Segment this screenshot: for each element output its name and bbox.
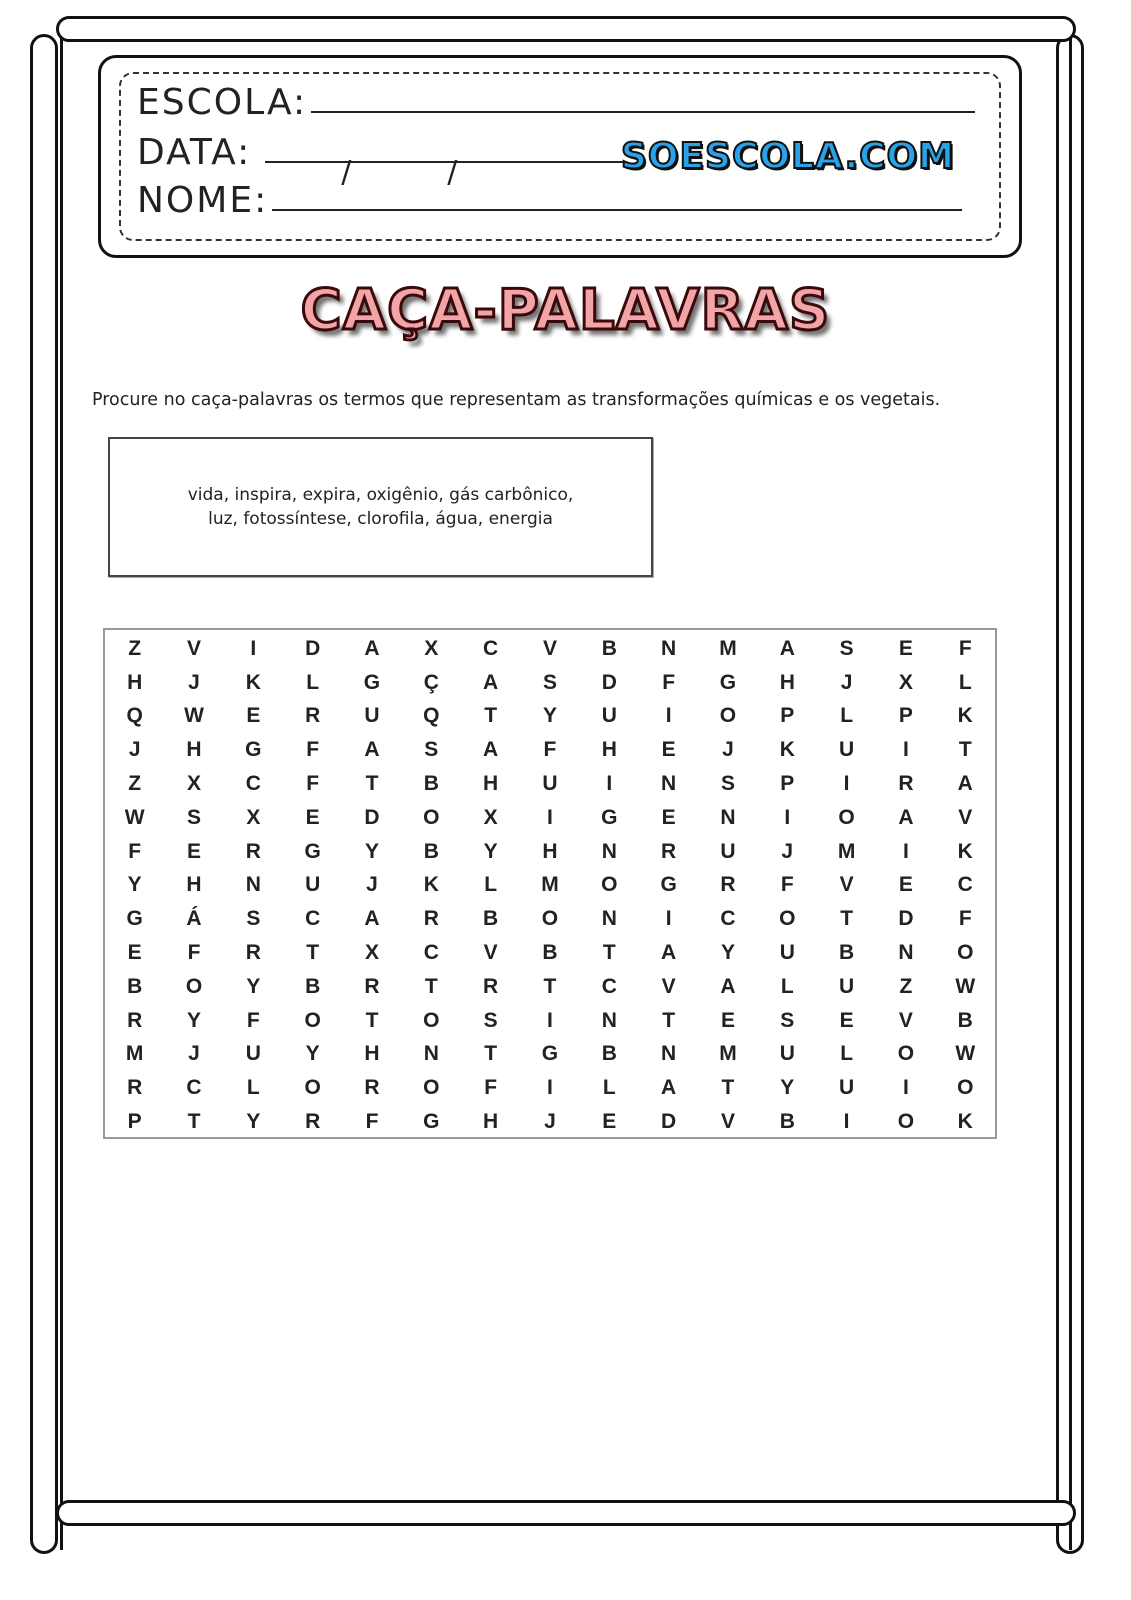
grid-cell[interactable]: E — [127, 941, 142, 965]
grid-cell[interactable]: N — [601, 1008, 617, 1032]
grid-cell[interactable]: D — [601, 670, 617, 694]
grid-cell[interactable]: P — [780, 772, 795, 796]
grid-cell[interactable]: Y — [364, 839, 379, 863]
grid-cell[interactable]: I — [665, 907, 672, 931]
grid-cell[interactable]: H — [779, 670, 795, 694]
escola-line — [137, 82, 975, 123]
grid-cell[interactable]: W — [955, 1042, 976, 1066]
grid-cell[interactable]: U — [542, 772, 558, 796]
grid-cell[interactable]: C — [245, 772, 261, 796]
grid-cell[interactable]: O — [304, 1008, 321, 1032]
grid-cell[interactable]: Y — [186, 1008, 201, 1032]
grid-cell[interactable]: S — [720, 772, 735, 796]
grid-cell[interactable]: F — [662, 670, 676, 694]
grid-cell[interactable]: S — [780, 1008, 795, 1032]
grid-cell[interactable]: A — [364, 907, 380, 931]
grid-cell[interactable]: V — [720, 1110, 735, 1134]
grid-cell[interactable]: C — [483, 636, 499, 660]
grid-cell[interactable]: E — [602, 1110, 617, 1134]
grid-cell[interactable]: L — [840, 704, 854, 728]
grid-cell[interactable]: G — [126, 907, 143, 931]
grid-cell[interactable]: T — [602, 941, 616, 965]
grid-cell[interactable]: K — [957, 839, 973, 863]
grid-cell[interactable]: U — [839, 974, 855, 998]
grid-cell[interactable]: R — [483, 974, 499, 998]
grid-cell[interactable]: T — [662, 1008, 676, 1032]
data-line — [137, 132, 623, 190]
grid-cell[interactable]: M — [719, 636, 737, 660]
grid-row — [105, 733, 995, 767]
grid-cell[interactable]: O — [185, 974, 203, 998]
grid-cell[interactable]: F — [484, 1076, 498, 1100]
grid-cell[interactable]: C — [957, 873, 973, 897]
word-list-line: luz, fotossíntese, clorofila, água, energia — [208, 509, 553, 529]
grid-cell[interactable]: G — [660, 873, 677, 897]
grid-cell[interactable]: U — [601, 704, 617, 728]
grid-cell[interactable]: F — [365, 1110, 379, 1134]
grid-cell[interactable]: A — [483, 670, 499, 694]
grid-cell[interactable]: O — [719, 704, 737, 728]
grid-cell[interactable]: S — [483, 1008, 498, 1032]
grid-cell[interactable]: X — [186, 772, 201, 796]
grid-cell[interactable]: D — [305, 636, 321, 660]
frame-left-bar — [30, 34, 58, 1554]
grid-row — [105, 869, 995, 903]
grid-cell[interactable]: D — [898, 907, 914, 931]
grid-cell[interactable]: Y — [246, 974, 261, 998]
grid-row — [105, 1004, 995, 1038]
grid-cell[interactable]: L — [840, 1042, 854, 1066]
grid-cell[interactable]: P — [898, 704, 913, 728]
grid-cell[interactable]: H — [364, 1042, 380, 1066]
grid-row — [105, 700, 995, 734]
nome-field[interactable] — [272, 209, 962, 211]
grid-cell[interactable]: U — [305, 873, 321, 897]
grid-cell[interactable]: W — [124, 805, 145, 829]
frame-bottom-bar — [56, 1500, 1076, 1526]
grid-cell[interactable]: J — [722, 738, 734, 762]
grid-cell[interactable]: H — [542, 839, 558, 863]
grid-cell[interactable]: G — [304, 839, 321, 863]
grid-cell[interactable]: A — [364, 738, 380, 762]
grid-cell[interactable]: N — [661, 636, 677, 660]
grid-cell[interactable]: I — [843, 772, 850, 796]
nome-label: NOME: — [137, 180, 269, 221]
grid-cell[interactable]: I — [547, 1076, 553, 1100]
grid-cell[interactable]: G — [541, 1042, 559, 1066]
grid-cell[interactable]: E — [898, 636, 913, 660]
grid-cell[interactable]: Y — [305, 1042, 320, 1066]
grid-cell[interactable]: R — [245, 839, 261, 863]
grid-cell[interactable]: Y — [127, 873, 142, 897]
grid-cell[interactable]: Z — [128, 636, 142, 660]
grid-cell[interactable]: R — [364, 1076, 380, 1100]
grid-cell[interactable]: R — [661, 839, 677, 863]
grid-cell[interactable]: M — [125, 1042, 144, 1066]
grid-cell[interactable]: B — [483, 907, 499, 931]
grid-cell[interactable]: G — [719, 670, 737, 694]
grid-cell[interactable]: Z — [128, 772, 142, 796]
grid-cell[interactable]: L — [246, 1076, 260, 1100]
grid-cell[interactable]: X — [246, 805, 261, 829]
grid-cell[interactable]: T — [721, 1076, 735, 1100]
grid-cell[interactable]: V — [186, 636, 201, 660]
grid-cell[interactable]: N — [423, 1042, 439, 1066]
grid-cell[interactable]: I — [250, 636, 257, 660]
grid-cell[interactable]: V — [839, 873, 854, 897]
grid-cell[interactable]: U — [364, 704, 380, 728]
grid-cell[interactable]: T — [306, 941, 320, 965]
grid-cell[interactable]: R — [423, 907, 439, 931]
grid-row — [105, 936, 995, 970]
grid-cell[interactable]: B — [423, 772, 439, 796]
grid-cell[interactable]: F — [306, 772, 320, 796]
grid-cell[interactable]: J — [781, 839, 794, 863]
grid-cell[interactable]: Á — [186, 907, 202, 931]
grid-cell[interactable]: R — [305, 704, 321, 728]
grid-cell[interactable]: A — [957, 772, 973, 796]
grid-cell[interactable]: C — [601, 974, 617, 998]
grid-cell[interactable]: L — [958, 670, 972, 694]
grid-cell[interactable]: B — [779, 1110, 795, 1134]
grid-cell[interactable]: R — [305, 1110, 321, 1134]
grid-cell[interactable]: P — [127, 1110, 142, 1134]
grid-cell[interactable]: I — [784, 805, 791, 829]
grid-cell[interactable]: E — [305, 805, 320, 829]
grid-cell[interactable]: E — [661, 738, 676, 762]
grid-cell[interactable]: S — [246, 907, 261, 931]
grid-cell[interactable]: A — [661, 941, 677, 965]
grid-cell[interactable]: I — [547, 805, 553, 829]
grid-cell[interactable]: O — [304, 1076, 321, 1100]
grid-cell[interactable]: N — [898, 941, 914, 965]
grid-cell[interactable]: H — [186, 738, 202, 762]
grid-row — [105, 666, 995, 700]
grid-cell[interactable]: H — [186, 873, 202, 897]
grid-cell[interactable]: N — [601, 907, 617, 931]
grid-cell[interactable]: T — [958, 738, 972, 762]
grid-cell[interactable]: F — [543, 738, 557, 762]
grid-cell[interactable]: O — [897, 1110, 915, 1134]
grid-cell[interactable]: T — [543, 974, 557, 998]
grid-cell[interactable]: O — [779, 907, 796, 931]
date-field[interactable] — [265, 155, 623, 190]
grid-cell[interactable]: B — [127, 974, 143, 998]
grid-cell[interactable]: A — [483, 738, 499, 762]
grid-cell[interactable]: E — [898, 873, 913, 897]
grid-cell[interactable]: R — [898, 772, 914, 796]
grid-cell[interactable]: A — [779, 636, 795, 660]
grid-cell[interactable]: O — [957, 1076, 974, 1100]
brand-logo: SOESCOLA.COM — [620, 136, 955, 177]
grid-cell[interactable]: Q — [423, 704, 440, 728]
word-list-line: vida, inspira, expira, oxigênio, gás carbônico, — [187, 485, 574, 505]
grid-cell[interactable]: U — [839, 1076, 855, 1100]
grid-cell[interactable]: S — [186, 805, 201, 829]
grid-cell[interactable]: O — [423, 1008, 440, 1032]
grid-cell[interactable]: G — [601, 805, 618, 829]
grid-cell[interactable]: N — [720, 805, 736, 829]
grid-cell[interactable]: O — [957, 941, 974, 965]
grid-cell[interactable]: J — [544, 1110, 556, 1134]
grid-cell[interactable]: O — [838, 805, 855, 829]
grid-cell[interactable]: A — [661, 1076, 677, 1100]
grid-cell[interactable]: G — [363, 670, 381, 694]
grid-cell[interactable]: K — [957, 1110, 973, 1134]
grid-cell[interactable]: P — [780, 704, 795, 728]
grid-cell[interactable]: T — [365, 772, 379, 796]
grid-cell[interactable]: Y — [542, 704, 557, 728]
grid-cell[interactable]: H — [483, 1110, 499, 1134]
grid-cell[interactable]: O — [897, 1042, 915, 1066]
grid-cell[interactable]: R — [364, 974, 380, 998]
grid-cell[interactable]: J — [366, 873, 378, 897]
grid-cell[interactable]: V — [661, 974, 676, 998]
nome-line — [137, 180, 962, 221]
grid-cell[interactable]: U — [779, 1042, 795, 1066]
grid-cell[interactable]: T — [484, 1042, 498, 1066]
grid-cell[interactable]: T — [365, 1008, 379, 1032]
grid-cell[interactable]: N — [245, 873, 261, 897]
grid-cell[interactable]: S — [424, 738, 439, 762]
grid-cell[interactable]: Y — [720, 941, 735, 965]
grid-cell[interactable]: B — [423, 839, 439, 863]
grid-cell[interactable]: B — [957, 1008, 973, 1032]
grid-cell[interactable]: C — [186, 1076, 202, 1100]
grid-row — [105, 1038, 995, 1072]
grid-cell[interactable]: I — [843, 1110, 850, 1134]
grid-cell[interactable]: Y — [780, 1076, 795, 1100]
grid-cell[interactable]: F — [128, 839, 142, 863]
grid-cell[interactable]: X — [364, 941, 379, 965]
grid-cell[interactable]: Z — [899, 974, 913, 998]
grid-cell[interactable]: U — [720, 839, 736, 863]
page-title: CAÇA-PALAVRAS — [300, 278, 831, 343]
grid-cell[interactable]: B — [601, 636, 617, 660]
grid-cell[interactable]: J — [128, 738, 141, 762]
grid-cell[interactable]: F — [958, 636, 972, 660]
grid-cell[interactable]: J — [188, 670, 200, 694]
grid-cell[interactable]: R — [127, 1076, 143, 1100]
grid-cell[interactable]: I — [606, 772, 613, 796]
grid-cell[interactable]: Y — [483, 839, 498, 863]
grid-cell[interactable]: Ç — [423, 670, 439, 694]
grid-cell[interactable]: N — [601, 839, 617, 863]
grid-cell[interactable]: O — [601, 873, 618, 897]
grid-cell[interactable]: K — [245, 670, 261, 694]
grid-cell[interactable]: U — [245, 1042, 261, 1066]
header-box — [98, 55, 1022, 258]
grid-cell[interactable]: M — [719, 1042, 737, 1066]
grid-cell[interactable]: V — [898, 1008, 913, 1032]
grid-row — [105, 1105, 995, 1139]
grid-cell[interactable]: L — [780, 974, 794, 998]
grid-cell[interactable]: D — [364, 805, 380, 829]
grid-cell[interactable]: J — [188, 1042, 200, 1066]
grid-cell[interactable]: X — [483, 805, 498, 829]
grid-cell[interactable]: H — [483, 772, 499, 796]
grid-cell[interactable]: W — [955, 974, 976, 998]
grid-cell[interactable]: I — [547, 1008, 553, 1032]
grid-cell[interactable]: T — [840, 907, 854, 931]
escola-label: ESCOLA: — [137, 82, 308, 123]
grid-cell[interactable]: C — [305, 907, 321, 931]
grid-cell[interactable]: V — [958, 805, 973, 829]
grid-cell[interactable]: Y — [246, 1110, 261, 1134]
grid-row — [105, 902, 995, 936]
grid-cell[interactable]: K — [957, 704, 973, 728]
grid-cell[interactable]: H — [127, 670, 143, 694]
grid-row — [105, 632, 995, 666]
grid-cell[interactable]: G — [423, 1110, 440, 1134]
grid-cell[interactable]: F — [958, 907, 972, 931]
grid-row — [105, 801, 995, 835]
grid-cell[interactable]: H — [601, 738, 617, 762]
grid-cell[interactable]: O — [423, 1076, 440, 1100]
grid-cell[interactable]: V — [483, 941, 498, 965]
grid-cell[interactable]: B — [601, 1042, 617, 1066]
grid-cell[interactable]: I — [903, 738, 909, 762]
grid-cell[interactable]: U — [779, 941, 795, 965]
grid-cell[interactable]: R — [720, 873, 736, 897]
grid-cell[interactable]: A — [364, 636, 380, 660]
frame-top-bar — [56, 16, 1076, 42]
escola-field[interactable] — [311, 111, 975, 113]
grid-cell[interactable]: B — [839, 941, 855, 965]
grid-cell[interactable]: L — [602, 1076, 616, 1100]
grid-cell[interactable]: K — [423, 873, 439, 897]
grid-cell[interactable]: F — [306, 738, 320, 762]
date-separator: / — [447, 155, 460, 190]
grid-cell[interactable]: I — [903, 1076, 909, 1100]
grid-cell[interactable]: K — [779, 738, 795, 762]
grid-cell[interactable]: I — [665, 704, 672, 728]
grid-cell[interactable]: S — [542, 670, 557, 694]
grid-cell[interactable]: E — [186, 839, 201, 863]
word-list-box — [108, 437, 653, 577]
grid-cell[interactable]: X — [424, 636, 439, 660]
grid-cell[interactable]: A — [898, 805, 914, 829]
grid-cell[interactable]: C — [720, 907, 736, 931]
data-label: DATA: — [137, 132, 252, 173]
grid-cell[interactable]: M — [541, 873, 559, 897]
date-separator: / — [341, 155, 354, 190]
grid-cell[interactable]: D — [661, 1110, 677, 1134]
grid-cell[interactable]: T — [187, 1110, 201, 1134]
grid-cell[interactable]: T — [424, 974, 438, 998]
word-search-grid — [103, 628, 997, 1139]
grid-row — [105, 970, 995, 1004]
grid-cell[interactable]: V — [542, 636, 557, 660]
grid-row — [105, 1071, 995, 1105]
grid-cell[interactable]: W — [184, 704, 204, 728]
grid-cell[interactable]: X — [898, 670, 913, 694]
grid-cell[interactable]: C — [423, 941, 439, 965]
grid-cell[interactable]: A — [720, 974, 736, 998]
grid-cell[interactable]: F — [780, 873, 794, 897]
grid-cell[interactable]: B — [305, 974, 321, 998]
grid-cell[interactable]: L — [306, 670, 320, 694]
grid-cell[interactable]: E — [720, 1008, 735, 1032]
grid-cell[interactable]: F — [187, 941, 201, 965]
grid-cell[interactable]: N — [661, 1042, 677, 1066]
grid-cell[interactable]: R — [245, 941, 261, 965]
grid-cell[interactable]: J — [840, 670, 853, 694]
grid-cell[interactable]: E — [246, 704, 261, 728]
instructions-text: Procure no caça-palavras os termos que representam as transformações químicas e os vegetais. — [92, 390, 941, 410]
grid-cell[interactable]: B — [542, 941, 558, 965]
grid-cell[interactable]: F — [246, 1008, 260, 1032]
grid-cell[interactable]: R — [127, 1008, 143, 1032]
grid-cell[interactable]: E — [839, 1008, 854, 1032]
grid-cell[interactable]: I — [903, 839, 909, 863]
grid-cell[interactable]: N — [661, 772, 677, 796]
grid-cell[interactable]: G — [245, 738, 262, 762]
grid-cell[interactable]: M — [837, 839, 856, 863]
grid-row — [105, 835, 995, 869]
grid-cell[interactable]: S — [839, 636, 854, 660]
grid-cell[interactable]: Q — [126, 704, 143, 728]
grid-cell[interactable]: U — [839, 738, 855, 762]
grid-cell[interactable]: O — [541, 907, 559, 931]
grid-row — [105, 767, 995, 801]
grid-cell[interactable]: O — [423, 805, 440, 829]
grid-cell[interactable]: T — [484, 704, 498, 728]
grid-cell[interactable]: L — [484, 873, 498, 897]
grid-cell[interactable]: E — [661, 805, 676, 829]
